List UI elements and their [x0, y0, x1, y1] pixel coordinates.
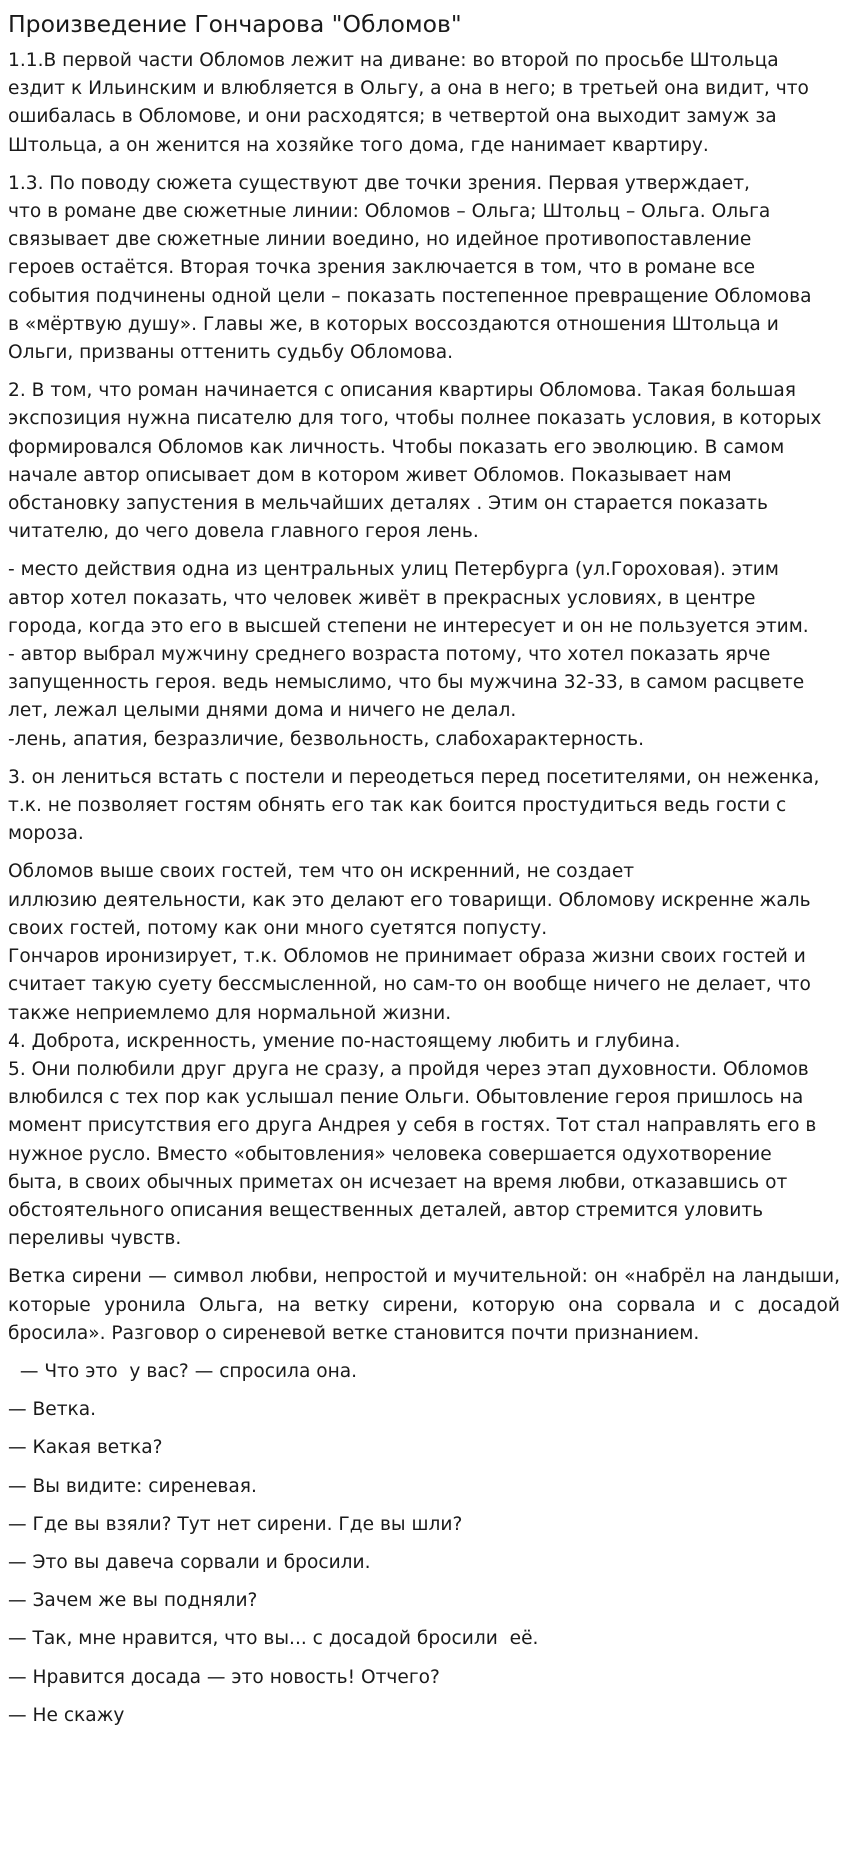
text-line: в «мёртвую душу». Главы же, в которых воссоздаются отношения Штольца и: [8, 313, 779, 335]
dialog-line: — Какая ветка?: [8, 1437, 163, 1459]
text-line: читателю, до чего довела главного героя лень.: [8, 521, 479, 543]
text-line: своих гостей, потому как они много суетятся попусту.: [8, 917, 548, 939]
text-line: быта, в своих обычных приметах он исчезает на время любви, отказавшись от: [8, 1171, 788, 1193]
text-line: Обломов выше своих гостей, тем что он искренний, не создает: [8, 861, 635, 883]
text-line: момент присутствия его друга Андрея у себя в гостях. Тот стал направлять его в: [8, 1115, 817, 1137]
text-line: т.к. не позволяет гостям обнять его так как боится простудиться ведь гости с: [8, 795, 787, 817]
text-line: формировался Обломов как личность. Чтобы показать его эволюцию. В самом: [8, 436, 785, 458]
text-line: обстоятельного описания вещественных деталей, автор стремится уловить: [8, 1199, 764, 1221]
text-line: запущенность героя. ведь немыслимо, что бы мужчина 32-33, в самом расцвете: [8, 672, 805, 694]
paragraph-lilac-branch: Ветка сирени — символ любви, непростой и мучительной: он «набрёл на ландыши, которые уронила Ольга, на ветку сирени, которую она сорвала и с досадой бросила». Разговор о сиреневой ветке становится почти признанием.: [8, 1266, 840, 1344]
dialog-line: — Так, мне нравится, что вы... с досадой бросили её.: [8, 1628, 539, 1650]
text-line: начале автор описывает дом в котором живет Обломов. Показывает нам: [8, 464, 732, 486]
text-line: связывает две сюжетные линии воедино, но идейное противопоставление: [8, 229, 752, 251]
dialog-line: — Зачем же вы подняли?: [8, 1590, 258, 1612]
text-line: также неприемлемо для нормальной жизни.: [8, 1002, 452, 1024]
dialog-line: — Не скажу: [8, 1704, 125, 1726]
dialog-line: — Нравится досада — это новость! Отчего?: [8, 1666, 440, 1688]
text-line: 1.3. По поводу сюжета существуют две точки зрения. Первая утверждает,: [8, 172, 750, 194]
text-line: героев остаётся. Вторая точка зрения заключается в том, что в романе все: [8, 257, 756, 279]
paragraph-guests: [8, 764, 840, 849]
text-line: 2. В том, что роман начинается с описания квартиры Обломова. Такая большая: [8, 380, 796, 402]
paragraph-setting: [8, 556, 840, 753]
text-line: считает такую суету бессмысленной, но сам-то он вообще ничего не делает, что: [8, 974, 811, 996]
text-line: Штольца, а он женится на хозяйке того дома, где нанимает квартиру.: [8, 134, 709, 156]
text-line: -лень, апатия, безразличие, безвольность, слабохарактерность.: [8, 728, 645, 750]
dialog-line: — Это вы давеча сорвали и бросили.: [8, 1551, 371, 1573]
text-line: города, когда это его в высшей степени не интересует и он не пользуется этим.: [8, 615, 809, 637]
paragraph-plot-parts: [8, 47, 840, 160]
text-line: ошибалась в Обломове, и они расходятся; в четвертой она выходит замуж за: [8, 106, 777, 128]
text-line: Ольги, призваны оттенить судьбу Обломова.: [8, 342, 454, 364]
text-line: 4. Доброта, искренность, умение по-настоящему любить и глубина.: [8, 1030, 681, 1052]
text-line: события подчинены одной цели – показать постепенное превращение Обломова: [8, 285, 812, 307]
dialog-line: — Ветка.: [8, 1399, 97, 1421]
text-line: обстановку запустения в мельчайших деталях . Этим он старается показать: [8, 493, 768, 515]
text-line: влюбился с тех пор как услышал пение Ольги. Обытовление героя пришлось на: [8, 1087, 804, 1109]
paragraph-oblomov-qualities: [8, 858, 840, 1253]
text-line: мороза.: [8, 823, 84, 845]
paragraph-plot-views: [8, 170, 840, 367]
text-line: 1.1.В первой части Обломов лежит на диване: во второй по просьбе Штольца: [8, 50, 779, 71]
text-line: автор хотел показать, что человек живёт в прекрасных условиях, в центре: [8, 587, 756, 609]
paragraph-exposition: [8, 377, 840, 546]
dialog-line: — Что это у вас? — спросила она.: [8, 1360, 358, 1382]
dialog-line: — Где вы взяли? Тут нет сирени. Где вы шли?: [8, 1513, 463, 1535]
text-line: нужное русло. Вместо «обытовления» человека совершается одухотворение: [8, 1143, 772, 1165]
text-line: 5. Они полюбили друг друга не сразу, а пройдя через этап духовности. Обломов: [8, 1058, 809, 1080]
document-page: [8, 8, 840, 1740]
document-title: Произведение Гончарова "Обломов": [8, 10, 462, 38]
text-line: лет, лежал целыми днями дома и ничего не делал.: [8, 700, 517, 722]
text-line: переливы чувств.: [8, 1228, 182, 1250]
text-line: Гончаров иронизирует, т.к. Обломов не принимает образа жизни своих гостей и: [8, 946, 806, 968]
text-line: иллюзию деятельности, как это делают его товарищи. Обломову искренне жаль: [8, 889, 811, 911]
text-line: - место действия одна из центральных улиц Петербурга (ул.Гороховая). этим: [8, 559, 779, 581]
text-line: - автор выбрал мужчину среднего возраста потому, что хотел показать ярче: [8, 644, 771, 666]
text-line: что в романе две сюжетные линии: Обломов – Ольга; Штольц – Ольга. Ольга: [8, 201, 771, 223]
dialog-line: — Вы видите: сиреневая.: [8, 1475, 257, 1497]
text-line: 3. он лениться встать с постели и переодеться перед посетителями, он неженка,: [8, 766, 820, 788]
text-line: ездит к Ильинским и влюбляется в Ольгу, а она в него; в третьей она видит, что: [8, 78, 809, 100]
text-line: экспозиция нужна писателю для того, чтобы полнее показать условия, в которых: [8, 408, 822, 430]
